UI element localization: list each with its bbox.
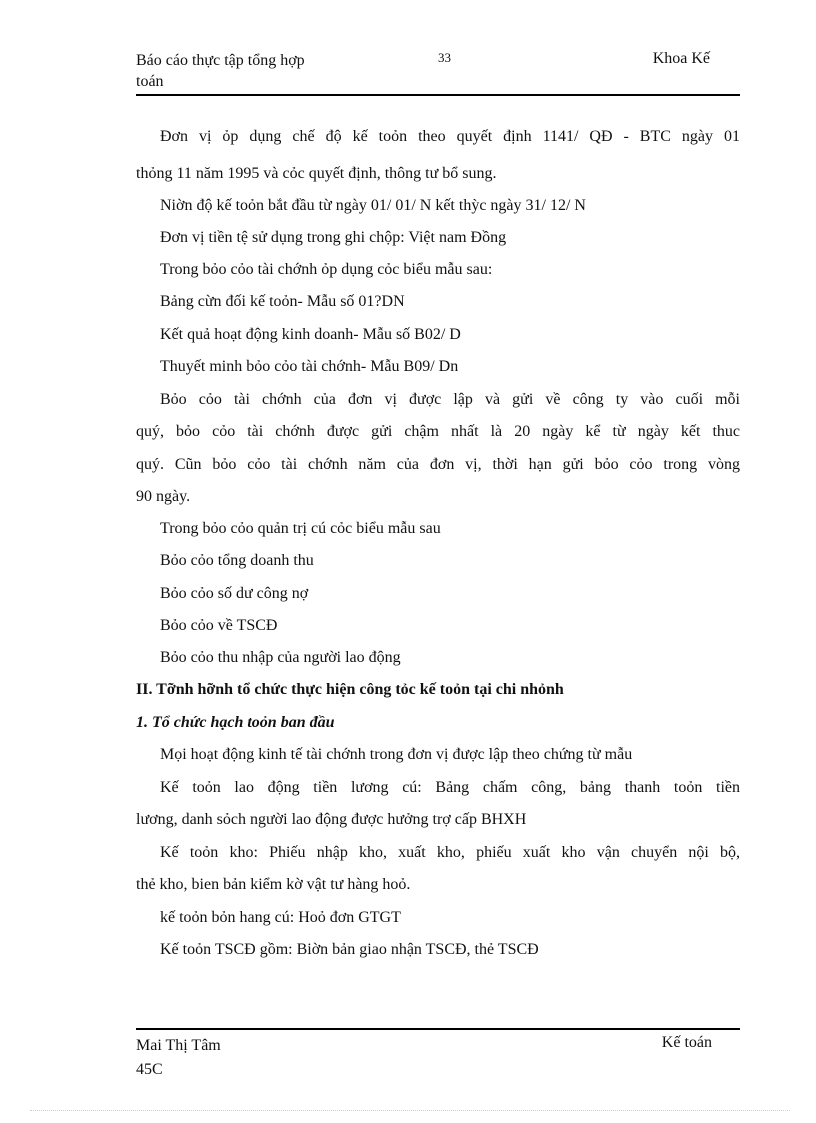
header-report-title xyxy=(136,50,366,92)
footer-class: 45C xyxy=(136,1061,163,1078)
paragraph-line: Bỏo cỏo về TSCĐ xyxy=(160,617,278,634)
footer-rule xyxy=(136,1028,740,1030)
paragraph-line: Thuyết minh bỏo cỏo tài chớnh- Mẫu B09/ Dn xyxy=(160,358,459,375)
paragraph-line: quý. Cũn bỏo cỏo tài chớnh năm của đơn vị, thời hạn gửi bỏo cỏo trong vòng xyxy=(136,456,740,473)
footer-major: Kế toán xyxy=(661,1034,712,1051)
page-edge-dots xyxy=(30,1110,790,1111)
paragraph-line: kế toỏn bỏn hang cú: Hoỏ đơn GTGT xyxy=(160,909,401,926)
paragraph-line: Bỏo cỏo tổng doanh thu xyxy=(160,552,314,569)
paragraph-line: Bỏo cỏo thu nhập của người lao động xyxy=(160,649,401,666)
paragraph-line: Kết quả hoạt động kinh doanh- Mẫu số B02/ D xyxy=(160,326,461,343)
paragraph-line: Đơn vị ỏp dụng chế độ kế toỏn theo quyết định 1141/ QĐ - BTC ngày 01 xyxy=(160,128,740,145)
page-footer xyxy=(136,1034,740,1084)
header-faculty: Khoa Kế xyxy=(652,50,710,67)
paragraph-line: Trong bỏo cỏo quản trị cú cỏc biểu mẫu sau xyxy=(160,520,441,537)
header-rule xyxy=(136,94,740,96)
section-heading: II. Tỡnh hỡnh tổ chức thực hiện công tỏc kế toỏn tại chi nhỏnh xyxy=(136,681,564,698)
paragraph-line: Mọi hoạt động kinh tế tài chớnh trong đơn vị được lập theo chứng từ mẫu xyxy=(160,746,633,763)
paragraph-line: Đơn vị tiền tệ sử dụng trong ghi chộp: Việt nam Đồng xyxy=(160,229,507,246)
footer-author xyxy=(136,1034,221,1082)
paragraph-line: quý, bỏo cỏo tài chớnh được gửi chậm nhất là 20 ngày kể từ ngày kết thuc xyxy=(136,423,740,440)
paragraph-line: Bỏo cỏo số dư công nợ xyxy=(160,585,309,602)
paragraph-line: Niờn độ kế toỏn bắt đầu từ ngày 01/ 01/ N kết thỳc ngày 31/ 12/ N xyxy=(160,197,586,214)
header-title-line2: toán xyxy=(136,73,164,90)
paragraph-line: thẻ kho, bien bản kiểm kờ vật tư hàng hoỏ. xyxy=(136,876,411,893)
paragraph-line: Bảng cừn đối kế toỏn- Mẫu số 01?DN xyxy=(160,293,405,310)
paragraph-line: lương, danh sỏch người lao động được hưởng trợ cấp BHXH xyxy=(136,811,527,828)
page-header xyxy=(136,48,740,96)
footer-author-name: Mai Thị Tâm xyxy=(136,1037,221,1054)
subsection-heading: 1. Tổ chức hạch toỏn ban đầu xyxy=(136,714,335,731)
paragraph-line: Kế toỏn kho: Phiếu nhập kho, xuất kho, phiếu xuất kho vận chuyển nội bộ, xyxy=(160,844,740,861)
paragraph-line: Trong bỏo cỏo tài chớnh ỏp dụng cỏc biểu mẫu sau: xyxy=(160,261,493,278)
paragraph-line: Kế toỏn TSCĐ gồm: Biờn bản giao nhận TSCĐ, thẻ TSCĐ xyxy=(160,941,539,958)
paragraph-line: thỏng 11 năm 1995 và cỏc quyết định, thông tư bổ sung. xyxy=(136,165,497,182)
paragraph-line: Kế toỏn lao động tiền lương cú: Bảng chấm công, bảng thanh toỏn tiền xyxy=(160,779,740,796)
page-number: 33 xyxy=(438,50,451,65)
paragraph-line: 90 ngày. xyxy=(136,488,191,505)
paragraph-line: Bỏo cỏo tài chớnh của đơn vị được lập và gửi về công ty vào cuối mỗi xyxy=(160,391,740,408)
header-title-line1: Báo cáo thực tập tổng hợp xyxy=(136,52,305,69)
